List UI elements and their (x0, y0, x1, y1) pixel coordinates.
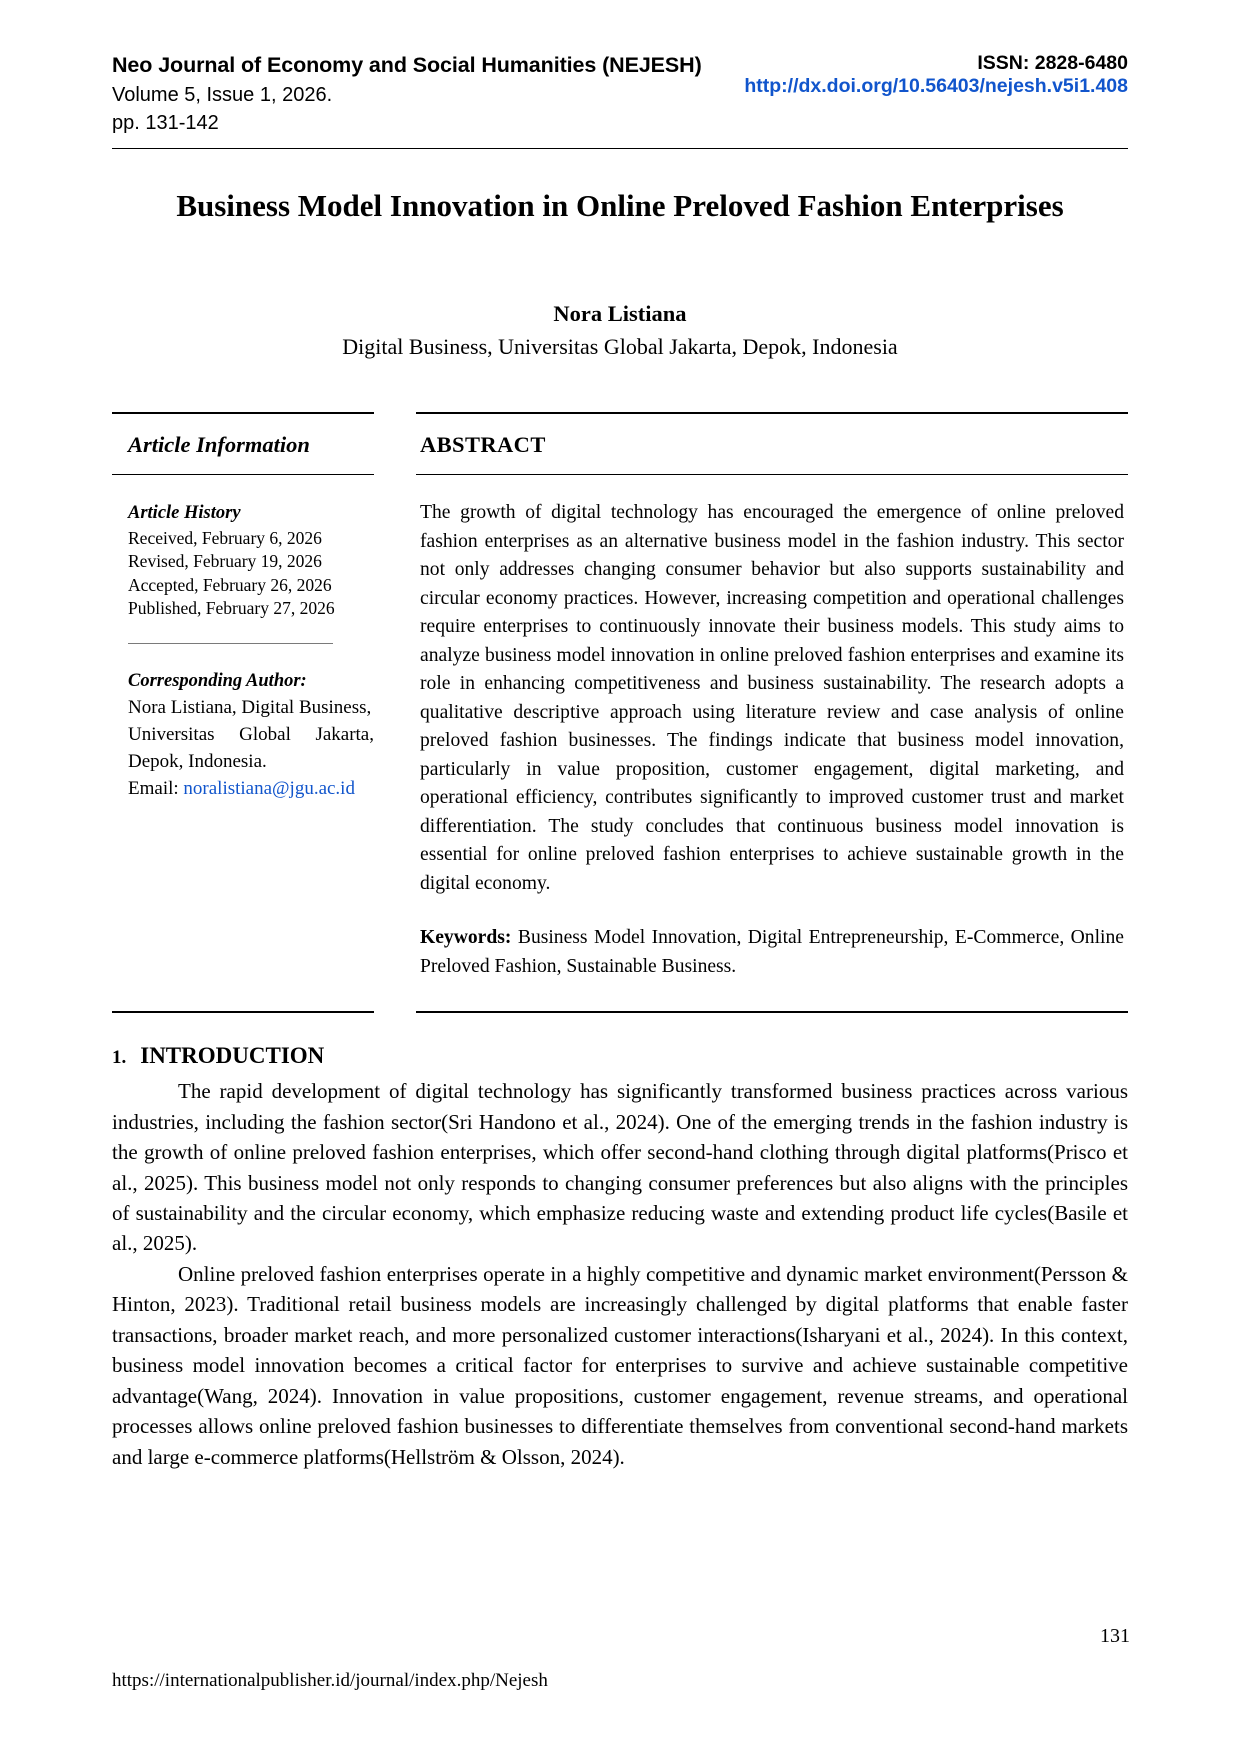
doi-link[interactable]: http://dx.doi.org/10.56403/nejesh.v5i1.408 (744, 75, 1128, 97)
history-accepted: Accepted, February 26, 2026 (128, 574, 332, 595)
history-revised: Revised, February 19, 2026 (128, 551, 322, 572)
info-short-divider (128, 643, 333, 644)
page-content (112, 52, 1128, 1472)
article-information-heading: Article Information (128, 432, 310, 458)
journal-title: Neo Journal of Economy and Social Humanities (NEJESH) (112, 53, 702, 77)
keywords-text: Business Model Innovation, Digital Entrepreneurship, E-Commerce, Online Preloved Fashion, Sustainable Business. (420, 927, 1124, 977)
journal-masthead (112, 52, 1128, 136)
author-name: Nora Listiana (553, 301, 687, 327)
abstract-heading: ABSTRACT (420, 432, 546, 458)
article-info-table (112, 412, 1128, 981)
corresponding-author-line-2: Universitas Global Jakarta, (128, 724, 374, 746)
article-info-column (112, 412, 404, 981)
section-number: 1. (112, 1047, 127, 1069)
introduction-heading (112, 1043, 1128, 1069)
email-link[interactable]: noralistiana@jgu.ac.id (183, 777, 355, 799)
page-range-line: pp. 131-142 (112, 111, 219, 134)
introduction-paragraph-1: The rapid development of digital technology has significantly transformed business practices across various industries, including the fashion sector(Sri Handono et al., 2024). One of the emerging trends in the fashion industry is the growth of online preloved fashion enterprises, which offer second-hand clothing through digital platforms(Prisco et al., 2025). This business model not only responds to changing consumer preferences but also aligns with the principles of sustainability and the circular economy, which emphasize reducing waste and extending product life cycles(Basile et al., 2025). (112, 1079, 1128, 1256)
keywords-line (416, 898, 1128, 981)
section-title: INTRODUCTION (140, 1043, 325, 1069)
bottom-rule-right-cell (404, 1011, 1128, 1013)
article-history-heading: Article History (128, 503, 241, 524)
author-affiliation: Digital Business, Universitas Global Jakarta, Depok, Indonesia (342, 334, 898, 360)
page-title: Business Model Innovation in Online Preloved Fashion Enterprises (176, 187, 1064, 223)
email-label: Email: (128, 777, 184, 799)
article-info-body (112, 475, 374, 803)
corresponding-author-email-line (128, 776, 374, 803)
abstract-text: The growth of digital technology has encouraged the emergence of online preloved fashion enterprises as an alternative business model in the fashion industry. This sector not only addresses changing consumer behavior but also supports sustainability and circular economy practices. However, increasing competition and operational challenges require enterprises to continuously innovate their business models. This study aims to analyze business model innovation in online preloved fashion enterprises and examine its role in enhancing competitiveness and business sustainability. The research adopts a qualitative descriptive approach using literature review and case analysis of online preloved fashion businesses. The findings indicate that business model innovation, particularly in value proposition, customer engagement, digital marketing, and operational efficiency, contributes significantly to improved customer trust and market differentiation. The study concludes that continuous business model innovation is essential for online preloved fashion enterprises to achieve sustainable growth in the digital economy. (420, 502, 1124, 894)
masthead-right (744, 52, 1128, 98)
keywords-label: Keywords: (420, 927, 512, 949)
issn-label: ISSN: 2828-6480 (977, 52, 1128, 74)
header-divider (112, 148, 1128, 149)
footer-journal-url: https://internationalpublisher.id/journal/index.php/Nejesh (112, 1670, 548, 1691)
introduction-paragraph-2: Online preloved fashion enterprises operate in a highly competitive and dynamic market environment(Persson & Hinton, 2023). Traditional retail business models are increasingly challenged by digital platforms that enable faster transactions, broader market reach, and more personalized customer interactions(Isharyani et al., 2024). In this context, business model innovation becomes a critical factor for enterprises to survive and achieve sustainable competitive advantage(Wang, 2024). Innovation in value propositions, customer engagement, revenue streams, and operational processes allows online preloved fashion businesses to differentiate themselves from conventional second-hand markets and large e-commerce platforms(Hellström & Olsson, 2024). (112, 1261, 1128, 1469)
corresponding-author-line-1: Nora Listiana, Digital Business, (128, 697, 372, 719)
corresponding-author-heading: Corresponding Author: (128, 670, 307, 691)
volume-issue-line: Volume 5, Issue 1, 2026. (112, 83, 333, 106)
info-table-bottom-rules (112, 1011, 1128, 1013)
abstract-column (404, 412, 1128, 981)
history-received: Received, February 6, 2026 (128, 528, 322, 549)
page-number: 131 (1100, 1625, 1130, 1647)
page-footer (112, 1625, 1130, 1692)
bottom-rule-left-cell (112, 1011, 404, 1013)
corresponding-author-line-3: Depok, Indonesia. (128, 751, 267, 772)
bottom-rule-right (416, 1011, 1128, 1013)
bottom-rule-left (112, 1011, 374, 1013)
history-published: Published, February 27, 2026 (128, 598, 335, 619)
masthead-left (112, 52, 702, 136)
corresponding-author-block (128, 668, 374, 803)
